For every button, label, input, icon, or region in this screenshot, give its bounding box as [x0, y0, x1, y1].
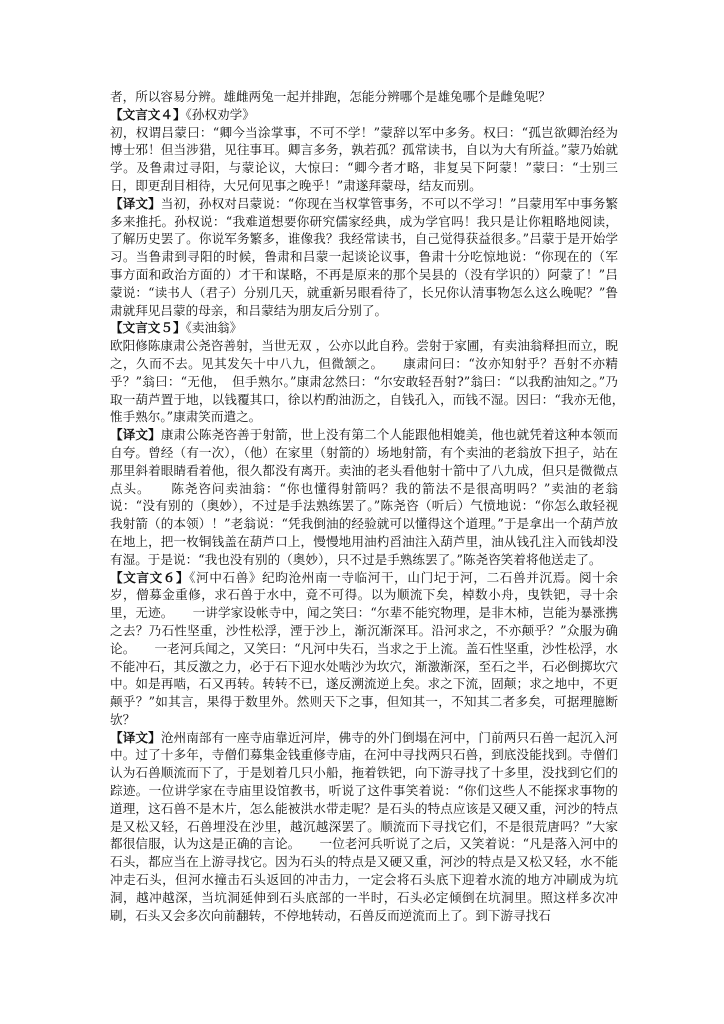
heading-title: 《卖油翁》: [185, 320, 243, 336]
bracket-close: 】: [172, 106, 186, 122]
bracket-open: 【: [110, 729, 123, 745]
heading-wenyanwen-5: [110, 319, 618, 337]
bracket-close: 】: [148, 729, 161, 745]
bracket-open: 【: [110, 320, 123, 336]
heading-wenyanwen-4: [110, 106, 618, 124]
translation-label: 译文: [122, 195, 149, 211]
heading-label: 文言文６: [123, 569, 177, 585]
heading-label: 文言文５: [122, 320, 173, 336]
bracket-close: 】: [172, 320, 186, 336]
bracket-open: 【: [110, 195, 123, 211]
heading-label: 文言文４: [122, 106, 173, 122]
original-text: 《河中石兽》纪昀沧州南一寺临河干，山门圮于河，二石兽并沉焉。阅十余岁，僧募金重修，求石兽于水中，竟不可得。以为顺流下矣，棹数小舟，曳铁钯，寻十余里，无迹。 一讲学家设帐寺中，闻之笑曰：“尔辈不能究物理，是非木柿，岂能为暴涨携之去？乃石性坚重，沙性松浮，湮于沙上，渐沉渐深耳。沿河求之，不亦颠乎？”众服为确论。 一老河兵闻之，又笑曰：“凡河中失石，当求之于上流。盖石性坚重，沙性松浮，水不能冲石，其反激之力，必于石下迎水处啮沙为坎穴，渐激渐深，至石之半，石必倒掷坎穴中。如是再啮，石又再转。转转不已，遂反溯流逆上矣。求之下流，固颠；求之地中，不更颠乎？”如其言，果得于数里外。然则天下之事，但知其一，不知其二者多矣，可据理臆断欤？: [110, 569, 618, 727]
paragraph-heshongshishou-translation: [110, 729, 618, 925]
bracket-open: 【: [110, 106, 123, 122]
document-page: [110, 88, 631, 924]
paragraph-maiyouweng-original: 欧阳修陈康肃公尧咨善射，当世无双 ，公亦以此自矜。尝射于家圃，有卖油翁释担而立，睨之，久而不去。见其发矢十中八九，但微颔之。 康肃问曰：“汝亦知射乎？吾射不亦精乎？”翁曰：“无他， 但手熟尔。”康肃忿然曰：“尔安敢轻吾射?”翁曰：“以我酌油知之。”乃取一葫芦置于地，以钱覆其口，徐以杓酌油沥之，自钱孔入，而钱不湿。因曰：“我亦无他， 惟手熟尔。”康肃笑而遣之。: [110, 338, 631, 425]
bracket-open: 【: [110, 569, 124, 585]
translation-text: 沧州南部有一座寺庙靠近河岸，佛寺的外门倒塌在河中，门前两只石兽一起沉入河中。过了十多年，寺僧们募集金钱重修寺庙，在河中寻找两只石兽，到底没能找到。寺僧们认为石兽顺流而下了，于是划着几只小船，拖着铁钯，向下游寻找了十多里，没找到它们的踪迹。一位讲学家在寺庙里设馆教书，听说了这件事笑着说：“你们这些人不能探求事物的道理，这石兽不是木片，怎么能被洪水带走呢？是石头的特点应该是又硬又重，河沙的特点是又松又轻，石兽埋没在沙里，越沉越深罢了。顺流而下寻找它们，不是很荒唐吗？”大家都很信服，认为这是正确的言论。 一位老河兵听说了之后，又笑着说：“凡是落入河中的石头，都应当在上游寻找它。因为石头的特点是又硬又重，河沙的特点是又松又轻，水不能冲走石头，但河水撞击石头返回的冲击力，一定会将石头底下迎着水流的地方冲刷成为坑洞，越冲越深，当坑洞延伸到石头底部的一半时，石头必定倾倒在坑洞里。照这样多次冲刷，石头又会多次向前翻转，不停地转动，石兽反而逆流而上了。到下游寻找石: [110, 729, 619, 923]
translation-text: 康肃公陈尧咨善于射箭，世上没有第二个人能跟他相媲美，他也就凭着这种本领而自夸。曾经（有一次），（他）在家里（射箭的）场地射箭，有个卖油的老翁放下担子，站在那里斜着眼睛看着他，很久都没有离开。卖油的老头看他射十箭中了八九成，但只是微微点点头。 陈尧咨问卖油翁：“你也懂得射箭吗？我的箭法不是很高明吗？”卖油的老翁说：“没有别的（奥妙），不过是手法熟练罢了。”陈尧咨（听后）气愤地说：“你怎么敢轻视我射箭（的本领）！”老翁说：“凭我倒油的经验就可以懂得这个道理。”于是拿出一个葫芦放在地上，把一枚铜钱盖在葫芦口上，慢慢地用油杓舀油注入葫芦里，油从钱孔注入而钱却没有湿。于是说：“我也没有别的（奥妙），只不过是手熟练罢了。”陈尧咨笑着将他送走了。: [110, 427, 619, 567]
bracket-close: 】: [176, 569, 190, 585]
bracket-open: 【: [110, 427, 123, 443]
translation-label: 译文: [122, 729, 149, 745]
translation-text: 当初，孙权对吕蒙说：“你现在当权掌管事务，不可以不学习！”吕蒙用军中事务繁多来推托。孙权说：“我难道想要你研究儒家经典，成为学官吗！我只是让你粗略地阅读，了解历史罢了。你说军务繁多，谁像我？我经常读书，自己觉得获益很多。”吕蒙于是开始学习。当鲁肃到寻阳的时候，鲁肃和吕蒙一起谈论议事，鲁肃十分吃惊地说：“你现在的（军事方面和政治方面的）才干和谋略，不再是原来的那个吴县的（没有学识的）阿蒙了！”吕蒙说：“读书人（君子）分别几天，就重新另眼看待了，长兄你认清事物怎么这么晚呢？”鲁肃就拜见吕蒙的母亲，和吕蒙结为朋友后分别了。: [110, 195, 619, 318]
translation-label: 译文: [122, 427, 149, 443]
paragraph-heshongshishou-original: [110, 569, 618, 729]
bracket-close: 】: [148, 195, 161, 211]
paragraph-maiyouweng-translation: [110, 426, 618, 568]
paragraph-rabbit-ending: 者，所以容易分辨。雄雌两兔一起并排跑，怎能分辨哪个是雄兔哪个是雌兔呢？: [110, 89, 551, 104]
paragraph-sunquan-translation: [110, 195, 618, 320]
heading-title: 《孙权劝学》: [185, 106, 255, 122]
paragraph-sunquan-original: 初，权谓吕蒙曰：“卿今当涂掌事，不可不学！”蒙辞以军中多务。权曰：“孤岂欲卿治经为博士邪！但当涉猎，见往事耳。卿言多务，孰若孤？孤常读书，自以为大有所益。”蒙乃始就学。及鲁肃过寻阳，与蒙论议，大惊曰：“卿今者才略，非复吴下阿蒙！”蒙曰：“士别三日，即更刮目相待，大兄何见事之晚乎！”肃遂拜蒙母，结友而别。: [110, 124, 618, 193]
bracket-close: 】: [148, 427, 161, 443]
